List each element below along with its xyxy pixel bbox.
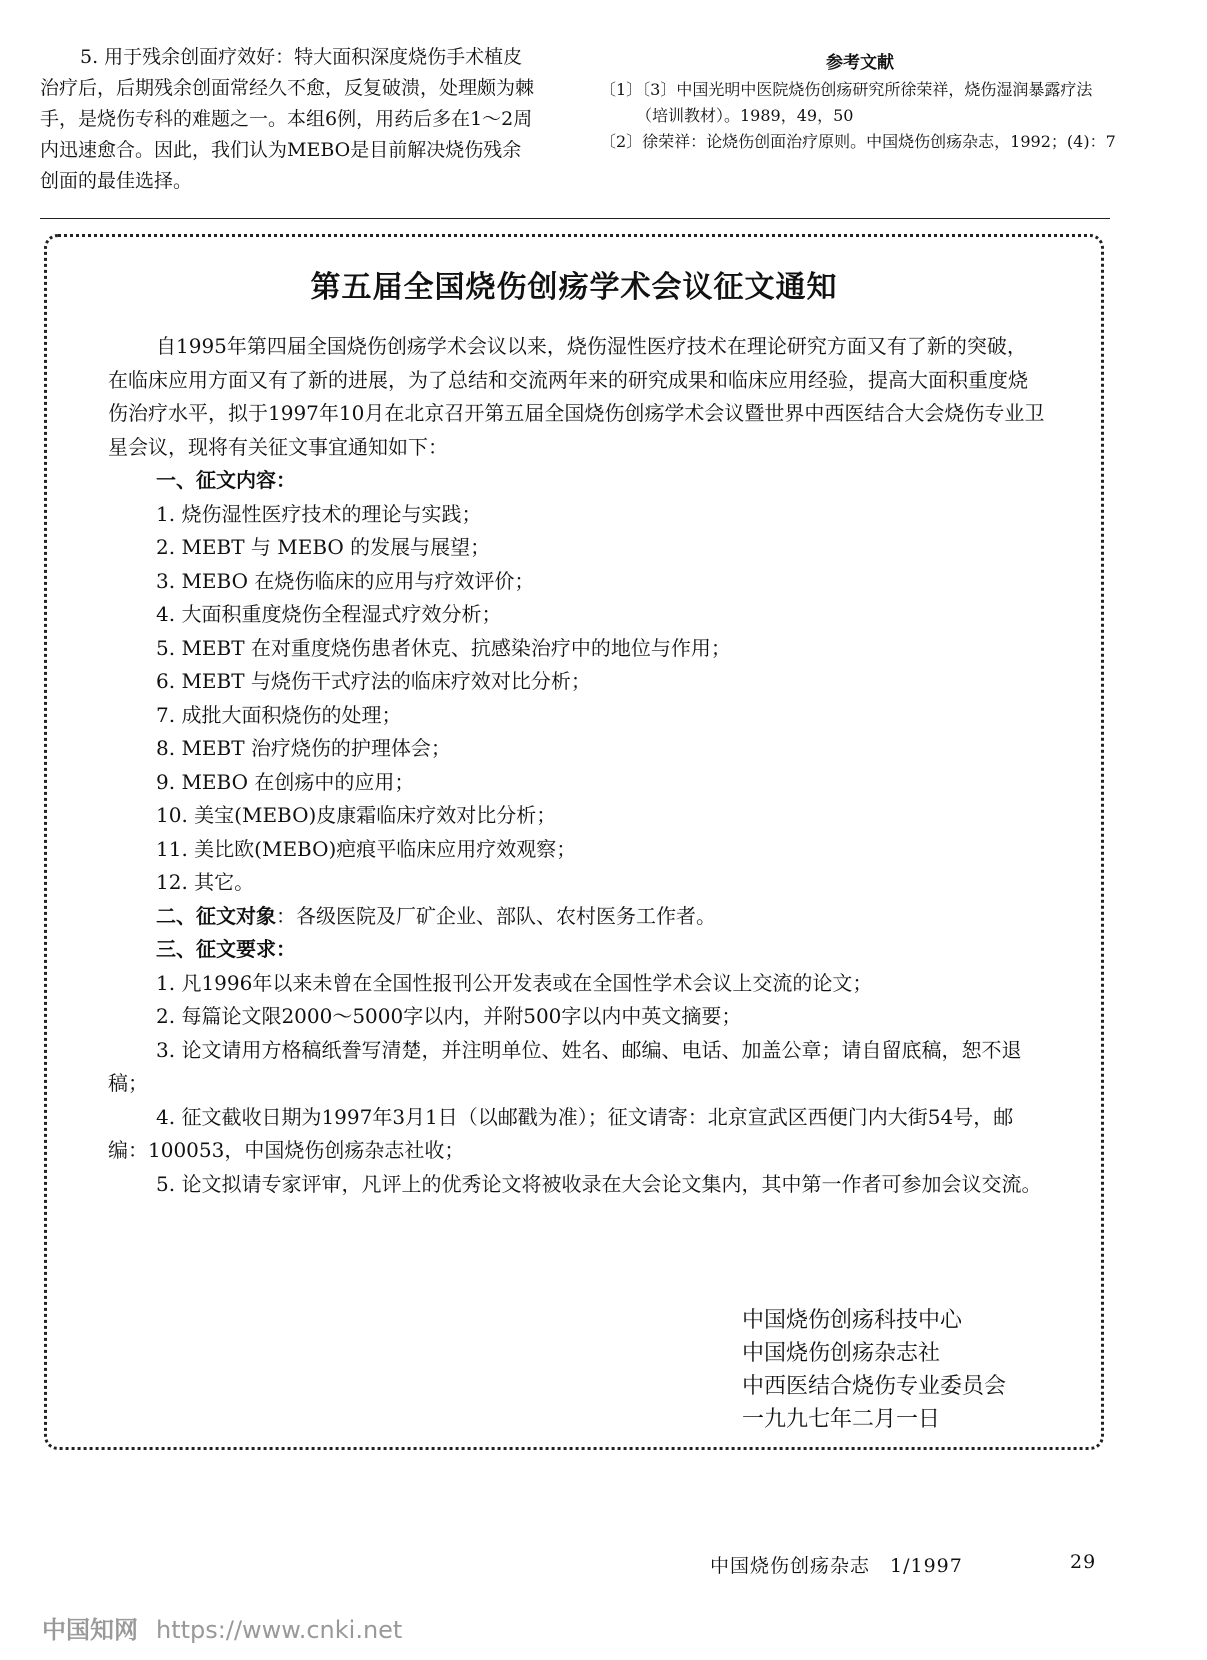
section-label: 一、征文内容： — [156, 468, 296, 492]
section-divider — [40, 218, 1110, 219]
references-section — [600, 48, 1120, 155]
signature-line: 中国烧伤创疡杂志社 — [742, 1341, 941, 1366]
list-item: 4. 大面积重度烧伤全程湿式疗效分析； — [156, 602, 502, 626]
section-heading — [108, 900, 1046, 934]
signature-date: 一九九七年二月一日 — [742, 1407, 941, 1432]
list-item: 9. MEBO 在创疡中的应用； — [156, 769, 415, 794]
list-item: 12. 其它。 — [156, 870, 255, 894]
list-item: 6. MEBT 与烧伤干式疗法的临床疗效对比分析； — [156, 669, 591, 693]
section-heading — [108, 464, 1046, 498]
list-item: 3. MEBO 在烧伤临床的应用与疗效评价； — [156, 568, 535, 593]
signature-line: 中西医结合烧伤专业委员会 — [742, 1374, 1007, 1399]
watermark-url: https://www.cnki.net — [156, 1616, 403, 1644]
reference-item: 〔1〕〔3〕中国光明中医院烧伤创疡研究所徐荣祥，烧伤湿润暴露疗法（培训教材）。1989，49，50 — [600, 80, 1093, 125]
signature-block — [742, 1304, 1006, 1436]
section-label: 三、征文要求： — [156, 937, 296, 961]
requirement-item: 1. 凡1996年以来未曾在全国性报刊公开发表或在全国性学术会议上交流的论文； — [156, 970, 873, 995]
list-item: 11. 美比欧(MEBO)疤痕平临床应用疗效观察； — [156, 836, 577, 861]
requirement-item: 4. 征文截收日期为1997年3月1日（以邮戳为准）；征文请寄：北京宣武区西便门内大街54号，邮编：100053，中国烧伤创疡杂志社收； — [108, 1104, 1014, 1162]
page-number: 29 — [1070, 1551, 1097, 1573]
notice-intro: 自1995年第四届全国烧伤创疡学术会议以来，烧伤湿性医疗技术在理论研究方面又有了新的突破，在临床应用方面又有了新的进展，为了总结和交流两年来的研究成果和临床应用经验，提高大面积重度烧伤治疗水平，拟于1997年10月在北京召开第五届全国烧伤创疡学术会议暨世界中西医结合大会烧伤专业卫星会议，现将有关征文事宜通知如下： — [108, 334, 1045, 459]
requirement-item: 2. 每篇论文限2000～5000字以内，并附500字以内中英文摘要； — [156, 1004, 742, 1028]
list-item: 1. 烧伤湿性医疗技术的理论与实践； — [156, 501, 482, 526]
section-heading — [108, 933, 1046, 967]
journal-name: 中国烧伤创疡杂志 1/1997 — [710, 1555, 963, 1577]
watermark — [42, 1610, 402, 1645]
watermark-brand: 中国知网 — [42, 1616, 138, 1644]
list-item: 8. MEBT 治疗烧伤的护理体会； — [156, 736, 451, 760]
list-item: 2. MEBT 与 MEBO 的发展与展望； — [156, 535, 491, 559]
references-title: 参考文献 — [826, 53, 894, 73]
requirement-item: 5. 论文拟请专家评审，凡评上的优秀论文将被收录在大会论文集内，其中第一作者可参加会议交流。 — [156, 1171, 1042, 1196]
notice-body — [108, 330, 1046, 1201]
list-item: 5. MEBT 在对重度烧伤患者休克、抗感染治疗中的地位与作用； — [156, 635, 731, 660]
left-column-paragraph: 5. 用于残余创面疗效好：特大面积深度烧伤手术植皮治疗后，后期残余创面常经久不愈，反复破溃，处理颇为棘手，是烧伤专科的难题之一。本组6例，用药后多在1～2周内迅速愈合。因此，我们认为MEBO是目前解决烧伤残余创面的最佳选择。 — [40, 46, 535, 192]
list-item: 10. 美宝(MEBO)皮康霜临床疗效对比分析； — [156, 803, 557, 827]
section-label: 二、征文对象 — [156, 903, 276, 928]
list-item: 7. 成批大面积烧伤的处理； — [156, 702, 402, 727]
requirement-item: 3. 论文请用方格稿纸誊写清楚，并注明单位、姓名、邮编、电话、加盖公章；请自留底稿，恕不退稿； — [108, 1037, 1022, 1095]
page-footer — [710, 1551, 1097, 1578]
section-text: ：各级医院及厂矿企业、部队、农村医务工作者。 — [276, 903, 716, 928]
notice-title: 第五届全国烧伤创疡学术会议征文通知 — [310, 270, 838, 305]
reference-item: 〔2〕徐荣祥：论烧伤创面治疗原则。中国烧伤创疡杂志，1992；(4)：7 — [600, 132, 1116, 151]
signature-line: 中国烧伤创疡科技中心 — [742, 1308, 963, 1333]
